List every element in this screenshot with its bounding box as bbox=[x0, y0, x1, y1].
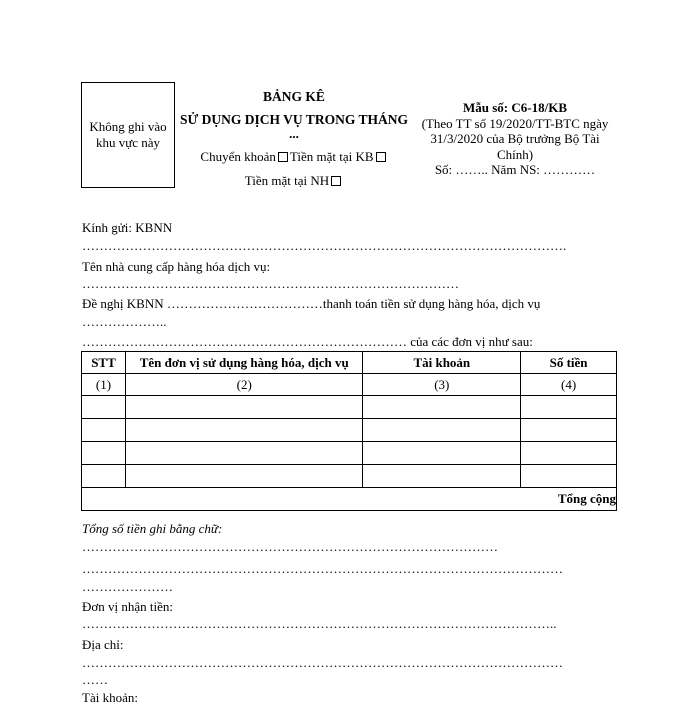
recipient-dots[interactable]: …………………………………………………………………………………………………. bbox=[82, 238, 567, 253]
document-title: BẢNG KÊ bbox=[263, 89, 325, 104]
table-cell[interactable] bbox=[82, 419, 126, 442]
table-row bbox=[82, 396, 617, 419]
table-cell[interactable] bbox=[125, 442, 363, 465]
table-cell[interactable] bbox=[363, 442, 521, 465]
col-number-1: (1) bbox=[82, 374, 126, 396]
address-dots1[interactable]: ………………………………………………………………………………………………… bbox=[82, 655, 563, 670]
table-cell[interactable] bbox=[82, 396, 126, 419]
header-unit-name: Tên đơn vị sử dụng hàng hóa, dịch vụ bbox=[125, 352, 363, 374]
table-cell[interactable] bbox=[521, 396, 617, 419]
header-account: Tài khoản bbox=[363, 352, 521, 374]
column-number-row bbox=[82, 374, 617, 396]
restricted-area-line1: Không ghi vào bbox=[89, 119, 167, 134]
option-transfer-label: Chuyển khoản bbox=[200, 149, 276, 164]
document-subtitle: SỬ DỤNG DỊCH VỤ TRONG THÁNG bbox=[180, 112, 408, 127]
table-row bbox=[82, 465, 617, 488]
table-cell[interactable] bbox=[363, 396, 521, 419]
document-subtitle-ellipsis: ... bbox=[289, 126, 299, 141]
table-row bbox=[82, 442, 617, 465]
col-number-2: (2) bbox=[125, 374, 363, 396]
address-dots2[interactable]: …… bbox=[82, 672, 108, 687]
table-cell[interactable] bbox=[125, 396, 363, 419]
col-number-4: (4) bbox=[521, 374, 617, 396]
supplier-dots[interactable]: …………………………………………………………………………… bbox=[82, 276, 459, 291]
option-cash-nh-label: Tiền mặt tại NH bbox=[244, 173, 330, 188]
table-total-row bbox=[82, 488, 617, 511]
table-cell[interactable] bbox=[521, 442, 617, 465]
table-cell[interactable] bbox=[363, 465, 521, 488]
table-cell[interactable] bbox=[521, 465, 617, 488]
table-cell[interactable] bbox=[82, 442, 126, 465]
payment-table bbox=[81, 351, 617, 511]
address-label: Địa chỉ: bbox=[82, 637, 124, 652]
form-reference-line1: (Theo TT số 19/2020/TT-BTC ngày bbox=[421, 115, 609, 131]
header-amount: Số tiền bbox=[521, 352, 617, 374]
receiver-label: Đơn vị nhận tiền: bbox=[82, 599, 173, 614]
form-info-block bbox=[412, 100, 618, 178]
table-cell[interactable] bbox=[521, 419, 617, 442]
restricted-area-box bbox=[81, 82, 175, 188]
supplier-label: Tên nhà cung cấp hàng hóa dịch vụ: bbox=[82, 259, 271, 274]
restricted-area-line2: khu vực này bbox=[95, 135, 161, 150]
form-code: Mẫu số: C6-18/KB bbox=[463, 100, 567, 115]
col-number-3: (3) bbox=[363, 374, 521, 396]
receiver-dots[interactable]: ……………………………………………………………………………………………….. bbox=[82, 616, 557, 631]
form-number-year: Số: …….. Năm NS: ………… bbox=[434, 162, 596, 177]
table-header-row bbox=[82, 352, 617, 374]
amount-in-words-dots3[interactable]: ………………… bbox=[82, 579, 173, 594]
form-reference-line3: Chính) bbox=[496, 146, 534, 162]
header-stt: STT bbox=[82, 352, 126, 374]
cash-nh-checkbox[interactable] bbox=[331, 176, 341, 186]
option-cash-kb-label: Tiền mặt tại KB bbox=[289, 149, 374, 164]
table-cell[interactable] bbox=[82, 465, 126, 488]
units-line: ………………………………………………………………… của các đơn vị như sau: bbox=[82, 334, 533, 349]
payment-options-row2 bbox=[176, 173, 412, 189]
request-dots[interactable]: ……………….. bbox=[82, 314, 167, 329]
document-title-block bbox=[176, 88, 412, 189]
table-row bbox=[82, 419, 617, 442]
account-label: Tài khoản: bbox=[82, 690, 138, 705]
amount-in-words-label: Tổng số tiền ghi bằng chữ: bbox=[82, 521, 223, 536]
amount-in-words-dots2[interactable]: ………………………………………………………………………………………………… bbox=[82, 561, 563, 576]
form-reference-line2: 31/3/2020 của Bộ trưởng Bộ Tài bbox=[430, 131, 600, 146]
table-cell[interactable] bbox=[363, 419, 521, 442]
table-cell[interactable] bbox=[125, 419, 363, 442]
amount-in-words-dots1[interactable]: …………………………………………………………………………………… bbox=[82, 539, 498, 554]
recipient-label: Kính gửi: KBNN bbox=[82, 220, 173, 235]
table-cell[interactable] bbox=[125, 465, 363, 488]
cash-kb-checkbox[interactable] bbox=[376, 152, 386, 162]
transfer-checkbox[interactable] bbox=[278, 152, 288, 162]
total-label: Tổng cộng bbox=[82, 488, 617, 511]
payment-options-row1 bbox=[176, 149, 412, 165]
request-line: Đề nghị KBNN ………………………………thanh toán tiền sử dụng hàng hóa, dịch vụ bbox=[82, 296, 541, 311]
